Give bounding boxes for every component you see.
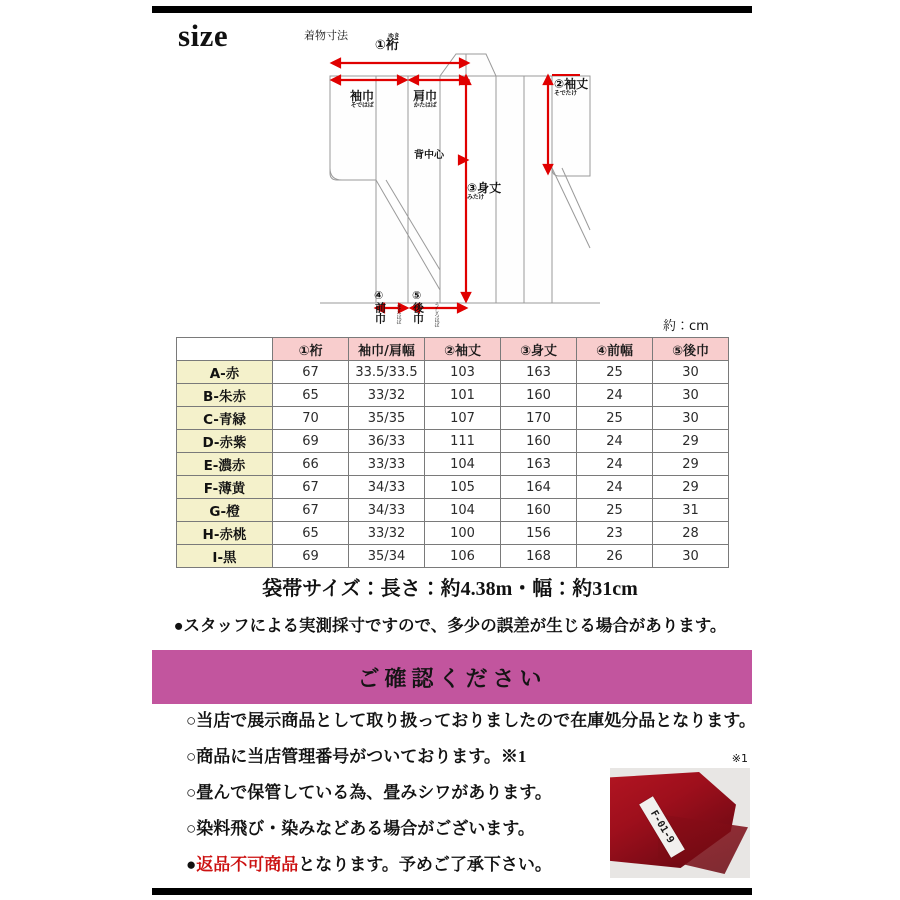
table-corner-cell: [177, 338, 273, 361]
label-sodetake-ruby: そでたけ: [554, 89, 577, 97]
table-cell: 24: [577, 453, 653, 476]
unit-note: 約：cm: [663, 319, 709, 334]
table-cell: 34/33: [349, 499, 425, 522]
note-item: ○商品に当店管理番号がついております。※1: [186, 747, 527, 766]
table-cell: 170: [501, 407, 577, 430]
table-cell: 30: [653, 407, 729, 430]
label-maehaba-ruby: まえはば: [395, 304, 401, 324]
label-sodehaba-text: 袖巾: [350, 89, 375, 103]
row-label: H-赤桃: [177, 522, 273, 545]
table-row: [177, 499, 729, 522]
table-cell: 160: [501, 499, 577, 522]
table-cell: 65: [273, 522, 349, 545]
top-divider-rule: [152, 6, 752, 13]
table-header-row: [177, 338, 729, 361]
table-cell: 100: [425, 522, 501, 545]
table-cell: 111: [425, 430, 501, 453]
table-cell: 101: [425, 384, 501, 407]
note-suffix: となります。予めご了承下さい。: [298, 855, 552, 874]
table-cell: 36/33: [349, 430, 425, 453]
table-cell: 104: [425, 453, 501, 476]
measurement-disclaimer: ●スタッフによる実測採寸ですので、多少の誤差が生じる場合があります。: [173, 616, 727, 635]
note-item: ○当店で展示商品として取り扱っておりましたので在庫処分品となります。: [186, 711, 756, 730]
table-cell: 33/33: [349, 453, 425, 476]
table-cell: 67: [273, 361, 349, 384]
table-cell: 26: [577, 545, 653, 568]
table-cell: 28: [653, 522, 729, 545]
management-number-photo: [610, 752, 750, 878]
table-cell: 35/34: [349, 545, 425, 568]
table-body: [177, 361, 729, 568]
note-bullet: ●: [186, 855, 197, 874]
row-label: D-赤紫: [177, 430, 273, 453]
label-yuki-text: ①裄: [374, 38, 399, 54]
size-table: [176, 337, 729, 568]
label-mitake-ruby: みたけ: [467, 193, 485, 201]
table-cell: 67: [273, 499, 349, 522]
label-mitake-text: ③身丈: [467, 181, 502, 195]
table-cell: 156: [501, 522, 577, 545]
confirm-banner: [152, 650, 752, 704]
row-label: C-青緑: [177, 407, 273, 430]
table-cell: 31: [653, 499, 729, 522]
label-yuki-ruby: ゆき: [388, 33, 400, 40]
label-sodetake-text: ②袖丈: [554, 77, 589, 91]
row-label: I-黒: [177, 545, 273, 568]
column-header-sodetake: ②袖丈: [425, 338, 501, 361]
label-maehaba-text: 前巾: [373, 301, 387, 324]
obi-size-line: 袋帯サイズ：長さ：約4.38m・幅：約31cm: [262, 578, 638, 600]
table-row: [177, 430, 729, 453]
column-header-mitake: ③身丈: [501, 338, 577, 361]
label-katahaba-text: 肩巾: [413, 89, 438, 103]
kimono-illustration: [290, 18, 620, 328]
column-header-sodehaba-katahaba: 袖巾/肩幅: [349, 338, 425, 361]
table-cell: 104: [425, 499, 501, 522]
table-cell: 34/33: [349, 476, 425, 499]
table-cell: 35/35: [349, 407, 425, 430]
table-cell: 69: [273, 430, 349, 453]
table-cell: 29: [653, 476, 729, 499]
table-cell: 163: [501, 453, 577, 476]
table-cell: 106: [425, 545, 501, 568]
table-cell: 107: [425, 407, 501, 430]
label-katahaba: [413, 90, 437, 109]
table-cell: 69: [273, 545, 349, 568]
table-cell: 33/32: [349, 384, 425, 407]
column-header-maehaba: ④前幅: [577, 338, 653, 361]
table-cell: 24: [577, 476, 653, 499]
table-row: [177, 407, 729, 430]
table-cell: 25: [577, 361, 653, 384]
table-cell: 168: [501, 545, 577, 568]
column-header-ushirohaba: ⑤後巾: [653, 338, 729, 361]
table-cell: 24: [577, 430, 653, 453]
note-highlight: 返品不可商品: [196, 855, 299, 874]
row-label: G-橙: [177, 499, 273, 522]
table-cell: 33.5/33.5: [349, 361, 425, 384]
table-cell: 103: [425, 361, 501, 384]
table-cell: 164: [501, 476, 577, 499]
column-header-yuki: ①裄: [273, 338, 349, 361]
photo-frame: [610, 768, 750, 878]
photo-caption: ※1: [731, 752, 748, 765]
label-ushirohaba-ruby: うしろはば: [433, 302, 439, 327]
note-item: ○染料飛び・染みなどある場合がございます。: [186, 819, 535, 838]
table-cell: 67: [273, 476, 349, 499]
table-row: [177, 453, 729, 476]
table-cell: 24: [577, 384, 653, 407]
table-row: [177, 545, 729, 568]
label-ushirohaba-text: 後巾: [411, 301, 425, 324]
table-row: [177, 361, 729, 384]
table-cell: 160: [501, 384, 577, 407]
row-label: A-赤: [177, 361, 273, 384]
table-cell: 65: [273, 384, 349, 407]
table-row: [177, 522, 729, 545]
row-label: B-朱赤: [177, 384, 273, 407]
table-cell: 33/32: [349, 522, 425, 545]
table-cell: 105: [425, 476, 501, 499]
table-cell: 160: [501, 430, 577, 453]
label-ushirohaba-number: ⑤: [412, 289, 422, 302]
table-cell: 23: [577, 522, 653, 545]
table-cell: 163: [501, 361, 577, 384]
table-cell: 66: [273, 453, 349, 476]
table-cell: 30: [653, 545, 729, 568]
note-item: ○畳んで保管している為、畳みシワがあります。: [186, 783, 552, 802]
label-maehaba-number: ④: [374, 289, 384, 302]
table-row: [177, 384, 729, 407]
label-katahaba-ruby: かたはば: [413, 101, 437, 109]
table-cell: 25: [577, 407, 653, 430]
row-label: F-薄黄: [177, 476, 273, 499]
table-cell: 29: [653, 453, 729, 476]
row-label: E-濃赤: [177, 453, 273, 476]
management-number-text: F-01-9: [647, 808, 677, 846]
page-title: size: [178, 18, 229, 53]
label-sodehaba-ruby: そではば: [350, 101, 374, 109]
label-sodetake: [554, 78, 588, 97]
table-cell: 30: [653, 361, 729, 384]
table-cell: 25: [577, 499, 653, 522]
label-mitake: [467, 182, 501, 201]
label-sodehaba: [350, 90, 374, 109]
table-cell: 30: [653, 384, 729, 407]
label-senakachushin: 背中心: [414, 150, 444, 161]
label-yuki: [374, 34, 399, 53]
table-row: [177, 476, 729, 499]
table-cell: 29: [653, 430, 729, 453]
confirm-banner-label: ご確認ください: [357, 665, 547, 691]
table-cell: 70: [273, 407, 349, 430]
diagram-caption: 着物寸法: [304, 29, 348, 42]
kimono-measurement-diagram: [290, 18, 620, 328]
